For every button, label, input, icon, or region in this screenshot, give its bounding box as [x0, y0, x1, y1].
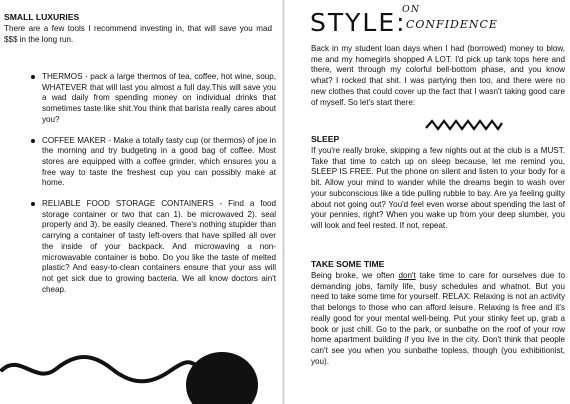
right-page	[286, 0, 570, 404]
title-confidence: CONFIDENCE	[406, 18, 498, 31]
section-heading-take-some-time: TAKE SOME TIME	[311, 259, 385, 269]
book-spine	[282, 0, 285, 404]
text-segment: Being broke, we often	[311, 271, 399, 280]
text-segment: take time to care for ourselves due to demanding jobs, family life, busy schedules and whatnot. But you need to take some time for yourself. RELAX. Relaxing is not an activity that belongs to those who can afford leisure. Relaxing is free and it's really good for your mental well-being. Put your stinky feet up, grab a book or just chill. Go to the park, or sunbathe on the roof of your row home apartment building if you live in the city. Don't think that people can't see you when you sunbathe topless, though (you exhibitionist, you).	[311, 271, 565, 366]
zigzag-icon	[424, 118, 504, 132]
bullet-icon	[31, 202, 35, 206]
page-title: STYLE:	[310, 8, 407, 37]
tip-text: - Find a food storage container or two that can 1). be microwaved 2). seal properly and 3). be easily cleaned. There's nothing stupider than carrying a container of tasty left-overs that have spilled all over the inside of your backpack. And microwaving a non-microwavable container is bobo. Do you like the taste of melted plastic? And easy-to-clean containers ensure that your ass will not get sick due to growing bacteria. We all know doctors ain't cheap.	[42, 199, 276, 294]
tip-text: - pack a large thermos of tea, coffee, hot wine, soup, WHATEVER that will last you almost a full day.This will save you a wad daily from spending money on individual drinks that sometimes taste like shit.You think that barista really cares about you?	[42, 72, 276, 124]
list-item	[42, 72, 276, 126]
tip-lead: THERMOS	[42, 72, 83, 81]
tips-list	[42, 72, 276, 295]
ink-blob-icon	[186, 352, 258, 404]
wavy-line-icon	[0, 355, 200, 385]
intro-paragraph: There are a few tools I recommend investing in, that will save you mad $$$ in the long run.	[4, 24, 272, 44]
intro-paragraph: Back in my student loan days when I had (borrowed) money to blow, me and my homegirls shopped A LOT. I'd pick up tank tops here and there, went through my colorful bell-bottom phase, and you know what? I rocked that shit. I was partying then too, and there were no new clothes that could cover up the fact that I wasn't taking good care of myself. So let's start there:	[311, 44, 565, 107]
tip-text: - Make a totally tasty cup (or thermos) of joe in the morning and try budgeting in a good bag of coffee. Most stores are equipped with a coffee grinder, which ensures you a free way to taste the freshest cup you can possibly make at home.	[42, 135, 277, 188]
sleep-paragraph: If you're really broke, skipping a few nights out at the club is a MUST. Take that time to catch up on sleep because, let me remind you, SLEEP IS FREE. Put the phone on silent and listen to your body for a bit. Allow your mind to wander while the dreams begin to wash over your subconscious like a tide pulling rubble to bay. Are ya feeling guilty about not going out? You'd feel even worse about spending the last of your pennies, right? When you wake up from your deep slumber, you will look and feel rested. If not, repeat.	[311, 146, 565, 230]
bullet-icon	[31, 75, 35, 79]
list-item	[42, 136, 276, 190]
bullet-icon	[31, 139, 35, 143]
list-item	[42, 199, 276, 295]
title-on: ON	[402, 4, 421, 15]
take-some-time-paragraph	[311, 271, 565, 367]
section-heading-sleep: SLEEP	[311, 134, 340, 144]
underlined-word: don't	[398, 271, 416, 280]
section-heading-small-luxuries: SMALL LUXURIES	[4, 12, 80, 22]
left-page	[0, 0, 282, 404]
tip-lead: RELIABLE FOOD STORAGE CONTAINERS	[42, 199, 214, 209]
tip-lead: COFFEE MAKER	[42, 135, 106, 145]
